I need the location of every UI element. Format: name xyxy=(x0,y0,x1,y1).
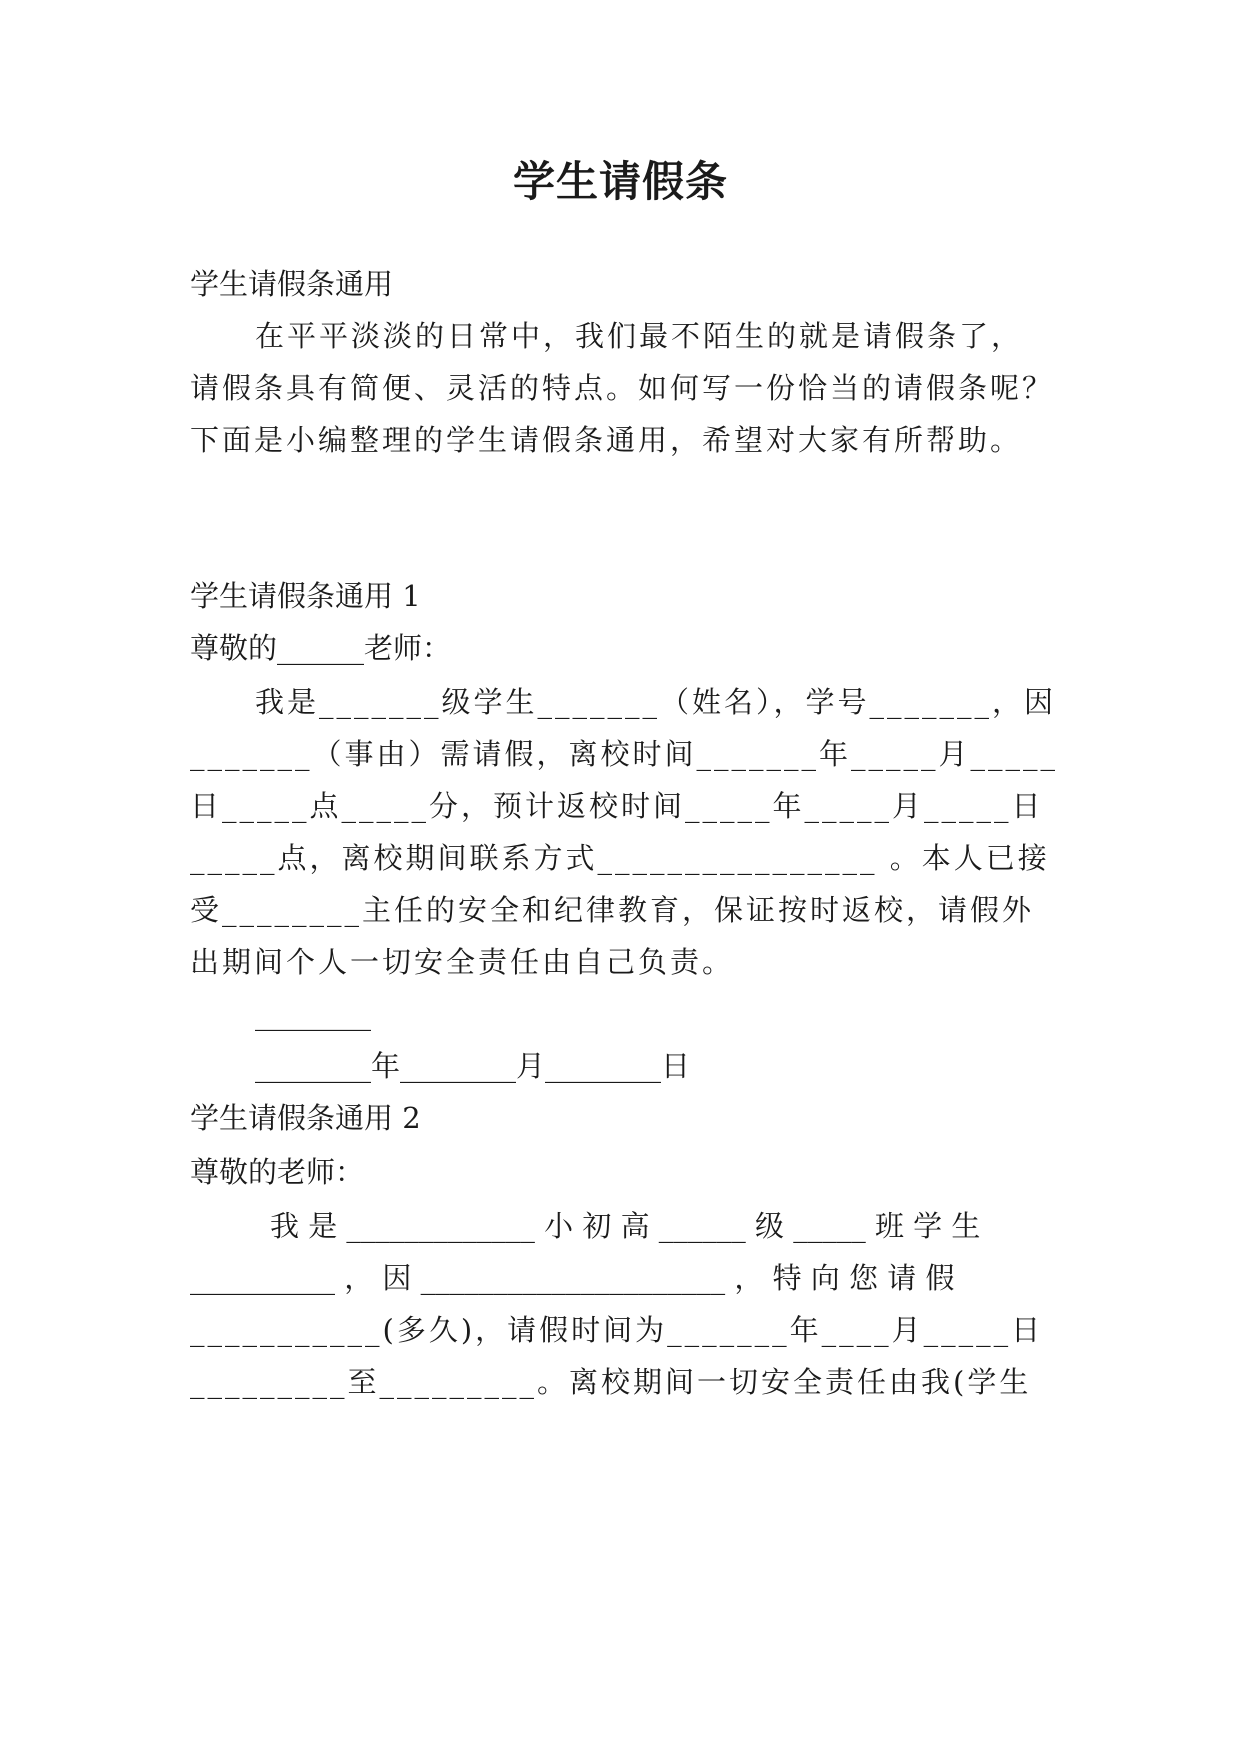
paragraph-line: 日_____点_____分，预计返校时间_____年_____月_____日 xyxy=(190,789,1044,823)
paragraph-line: 请假条具有简便、灵活的特点。如何写一份恰当的请假条呢？ xyxy=(190,371,1055,405)
paragraph-line: 我 是 _____________ 小 初 高 ______ 级 _____ 班 学 生 xyxy=(270,1209,981,1243)
paragraph-line: __________ ， 因 _____________________ ， 特 向 您 请 假 xyxy=(190,1261,955,1295)
signature-line: ________ xyxy=(255,997,371,1031)
paragraph-line: 出期间个人一切安全责任由自己负责。 xyxy=(190,945,735,979)
salutation: 尊敬的______老师： xyxy=(190,631,452,665)
paragraph-line: 受________主任的安全和纪律教育，保证按时返校，请假外 xyxy=(190,893,1035,927)
document-title: 学生请假条 xyxy=(512,157,728,206)
paragraph-line: 在平平淡淡的日常中，我们最不陌生的就是请假条了， xyxy=(255,319,1024,353)
paragraph-line: ___________(多久)，请假时间为_______年____月_____日 xyxy=(190,1313,1044,1347)
section-heading: 学生请假条通用 xyxy=(190,267,394,301)
paragraph-line: _____点，离校期间联系方式________________ 。本人已接 xyxy=(190,841,1050,875)
paragraph-line: _______（事由）需请假，离校时间_______年_____月_____ xyxy=(190,737,1059,771)
paragraph-line: 下面是小编整理的学生请假条通用，希望对大家有所帮助。 xyxy=(190,423,1023,457)
section-heading: 学生请假条通用 1 xyxy=(190,579,421,613)
salutation: 尊敬的老师： xyxy=(190,1155,365,1189)
paragraph-line: 我是_______级学生_______（姓名），学号_______，因 xyxy=(255,685,1057,719)
paragraph-line: _________至_________。离校期间一切安全责任由我(学生 xyxy=(190,1365,1032,1399)
section-heading: 学生请假条通用 2 xyxy=(190,1101,421,1135)
date-line: ________年________月________日 xyxy=(255,1049,691,1083)
